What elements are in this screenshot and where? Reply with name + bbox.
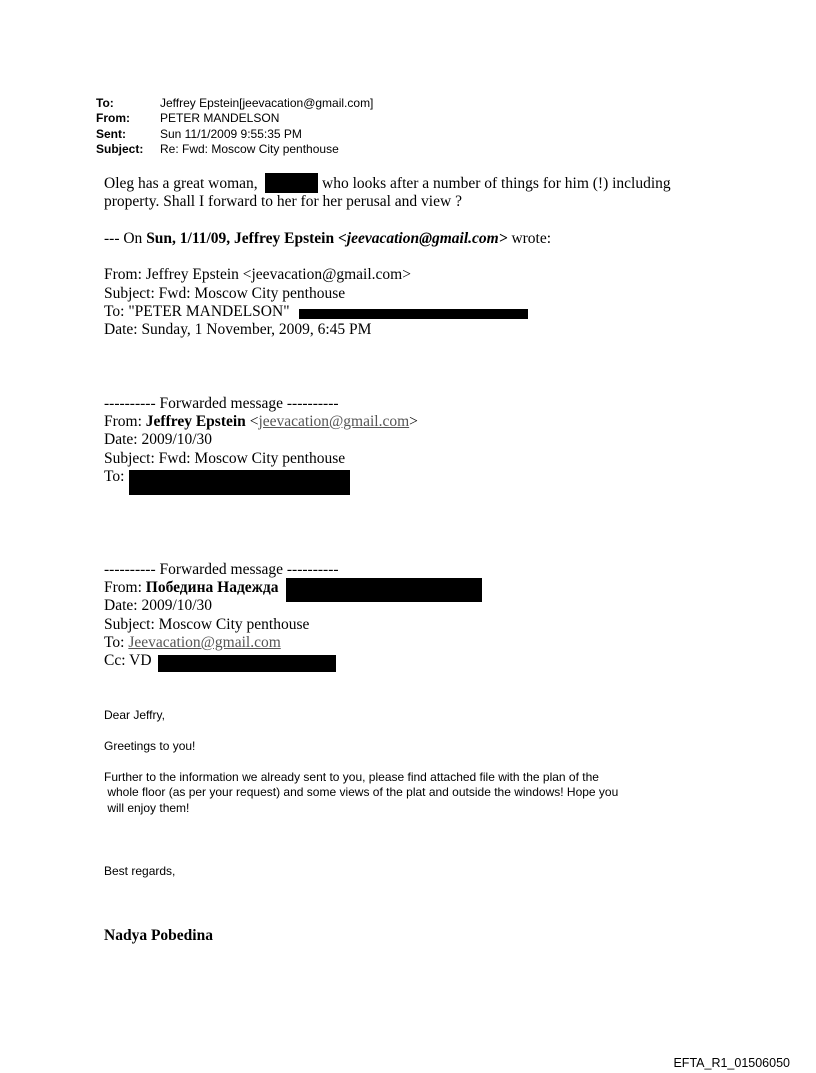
sent-value: Sun 11/1/2009 9:55:35 PM xyxy=(160,127,302,141)
fwd1-from-name: Jeffrey Epstein xyxy=(145,413,246,430)
document-id: EFTA_R1_01506050 xyxy=(673,1056,790,1070)
letter-closing: Best regards, xyxy=(104,864,176,878)
quote-suffix: wrote: xyxy=(507,230,552,247)
redaction-box xyxy=(129,470,350,495)
fwd2-from xyxy=(104,579,279,597)
quoted-to: To: "PETER MANDELSON" xyxy=(104,303,290,320)
fwd1-from-gt: > xyxy=(409,413,418,430)
quoted-subject: Subject: Fwd: Moscow City penthouse xyxy=(104,285,346,302)
fwd1-from xyxy=(104,413,418,431)
from-value: PETER MANDELSON xyxy=(160,111,280,125)
letter-greeting: Dear Jeffry, xyxy=(104,708,165,722)
letter-para-line1: Further to the information we already sent to you, please find attached file with the plan of the xyxy=(104,770,599,784)
quote-date-author: Sun, 1/11/09, Jeffrey Epstein xyxy=(146,230,335,247)
fwd2-to xyxy=(104,634,281,652)
quoted-date: Date: Sunday, 1 November, 2009, 6:45 PM xyxy=(104,321,372,338)
redaction-box xyxy=(265,173,318,193)
fwd2-from-label: From: xyxy=(104,579,146,596)
subject-value: Re: Fwd: Moscow City penthouse xyxy=(160,142,339,156)
reply-line1-end: who looks after a number of things for him (!) including xyxy=(322,175,671,192)
reply-line2: property. Shall I forward to her for her perusal and view ? xyxy=(104,193,462,210)
fwd2-to-email-link[interactable]: Jeevacation@gmail.com xyxy=(128,634,281,651)
from-label: From: xyxy=(96,111,130,125)
fwd1-to: To: xyxy=(104,468,125,485)
letter-para-line3: will enjoy them! xyxy=(104,801,190,815)
fwd1-from-lt: < xyxy=(245,413,259,430)
quote-email: <jeevacation@gmail.com> xyxy=(334,230,508,247)
quote-intro xyxy=(104,230,551,248)
fwd2-cc: Cc: VD xyxy=(104,652,152,669)
quote-prefix: --- On xyxy=(104,230,147,247)
letter-signature: Nadya Pobedina xyxy=(104,927,213,944)
redaction-box xyxy=(299,309,528,319)
to-value: Jeffrey Epstein[jeevacation@gmail.com] xyxy=(160,96,374,110)
reply-line1-start: Oleg has a great woman, xyxy=(104,175,258,192)
redaction-box xyxy=(158,655,336,672)
fwd1-subject: Subject: Fwd: Moscow City penthouse xyxy=(104,450,346,467)
fwd1-separator: ---------- Forwarded message ---------- xyxy=(104,395,339,412)
quoted-from: From: Jeffrey Epstein <jeevacation@gmail.com> xyxy=(104,266,411,283)
fwd1-date: Date: 2009/10/30 xyxy=(104,431,213,448)
fwd2-date: Date: 2009/10/30 xyxy=(104,597,213,614)
fwd2-subject: Subject: Moscow City penthouse xyxy=(104,616,310,633)
sent-label: Sent: xyxy=(96,127,126,141)
redaction-box xyxy=(286,578,482,602)
letter-greetings: Greetings to you! xyxy=(104,739,196,753)
subject-label: Subject: xyxy=(96,142,144,156)
fwd2-separator: ---------- Forwarded message ---------- xyxy=(104,561,339,578)
to-label: To: xyxy=(96,96,114,110)
fwd2-from-name: Победина Надежда xyxy=(145,579,279,596)
fwd1-from-label: From: xyxy=(104,413,146,430)
fwd2-to-label: To: xyxy=(104,634,129,651)
fwd1-from-email-link[interactable]: jeevacation@gmail.com xyxy=(258,413,410,430)
letter-para-line2: whole floor (as per your request) and some views of the plat and outside the windows! Hope you xyxy=(104,785,619,799)
